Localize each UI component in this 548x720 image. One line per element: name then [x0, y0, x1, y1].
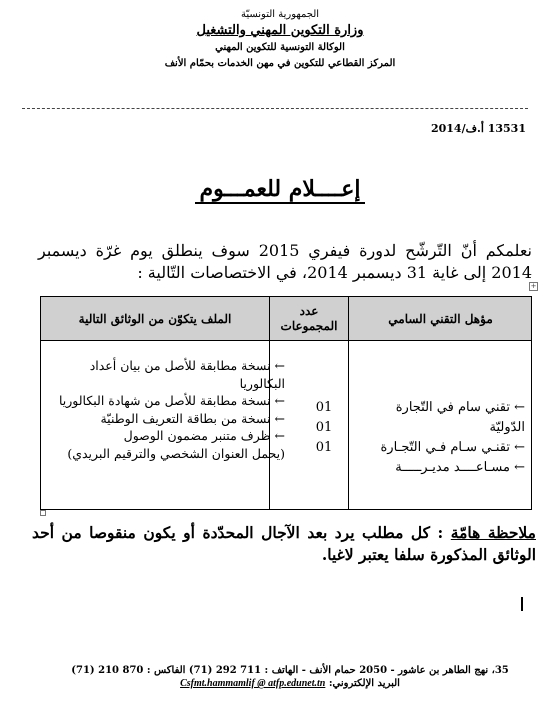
ministry-name: وزارة التكوين المهني والتشغيل	[196, 23, 364, 38]
agency-name: الوكالة التونسية للتكوين المهني	[215, 42, 345, 53]
qualification-item: ← مسـاعــــد مديـرـــــة	[395, 460, 525, 475]
header-divider	[22, 108, 528, 109]
letterhead	[160, 8, 400, 72]
email-link[interactable]: Csfmt.hammamlif @ atfp.edunet.tn	[180, 678, 326, 689]
document-item: (يحمل العنوان الشخصي والترقيم البريدي)	[67, 445, 285, 461]
republic-name: الجمهورية التونسيّة	[240, 9, 320, 20]
title-text: إعــــلام للعمـــوم	[195, 176, 364, 204]
intro-paragraph: نعلمكم أنّ التّرشّح لدورة فيفري 2015 سوف ينطلق يوم غرّة ديسمبر 2014 إلى غاية 31 ديسمبر 2014، في الاختصاصات التّالية :	[38, 241, 532, 282]
footer-address: 35، نهج الطاهر بن عاشور - 2050 حمام الأنف - الهاتف : 711 292 (71) الفاكس : 870 210 (71)	[71, 665, 509, 676]
documents-list	[53, 357, 285, 462]
center-name: المركز القطاعي للتكوين في مهن الخدمات بحمّام الأنف	[164, 58, 396, 69]
groups-count: 01	[315, 400, 333, 415]
note-label: ملاحظة هامّة	[450, 523, 536, 542]
reference-number: 13531 أ.ف/2014	[430, 122, 526, 135]
qualification-item: ← تقنـي سـام فـي التّجـارة	[380, 440, 525, 455]
header-qualification: مؤهل التقني السامي	[388, 311, 493, 326]
table-resize-handle[interactable]	[40, 510, 46, 516]
groups-count: 01	[315, 440, 333, 455]
document-item: ← نسخة مطابقة للأصل من بيان أعداد البكالوريا	[89, 358, 285, 391]
groups-column	[299, 398, 349, 458]
qualification-item: ← تقني سام في التّجارة الدّوليّة	[395, 400, 525, 435]
groups-count: 01	[315, 420, 333, 435]
page-footer	[60, 664, 520, 690]
note-text: : كل مطلب يرد بعد الآجال المحدّدة أو يكون منقوصا من أحد الوثائق المذكورة سلفا يعتبر لاغيا.	[32, 523, 536, 564]
header-documents: الملف يتكوّن من الوثائق التالية	[78, 311, 232, 326]
page-title	[180, 176, 380, 202]
email-label: البريد الإلكتروني:	[328, 678, 400, 689]
table-move-handle-icon[interactable]: +	[530, 282, 537, 290]
document-item: ← نسخة من بطاقة التعريف الوطنيّة	[100, 410, 285, 426]
important-note	[32, 522, 536, 566]
document-item: ← ظرف متنبر مضمون الوصول	[123, 428, 285, 443]
header-groups: عدد المجموعات	[280, 304, 338, 333]
text-cursor	[521, 597, 523, 611]
footer-email-line	[60, 677, 520, 690]
document-item: ← نسخة مطابقة للأصل من شهادة البكالوريا	[58, 393, 285, 408]
qualifications-column	[357, 398, 525, 478]
specialties-table	[40, 296, 532, 510]
